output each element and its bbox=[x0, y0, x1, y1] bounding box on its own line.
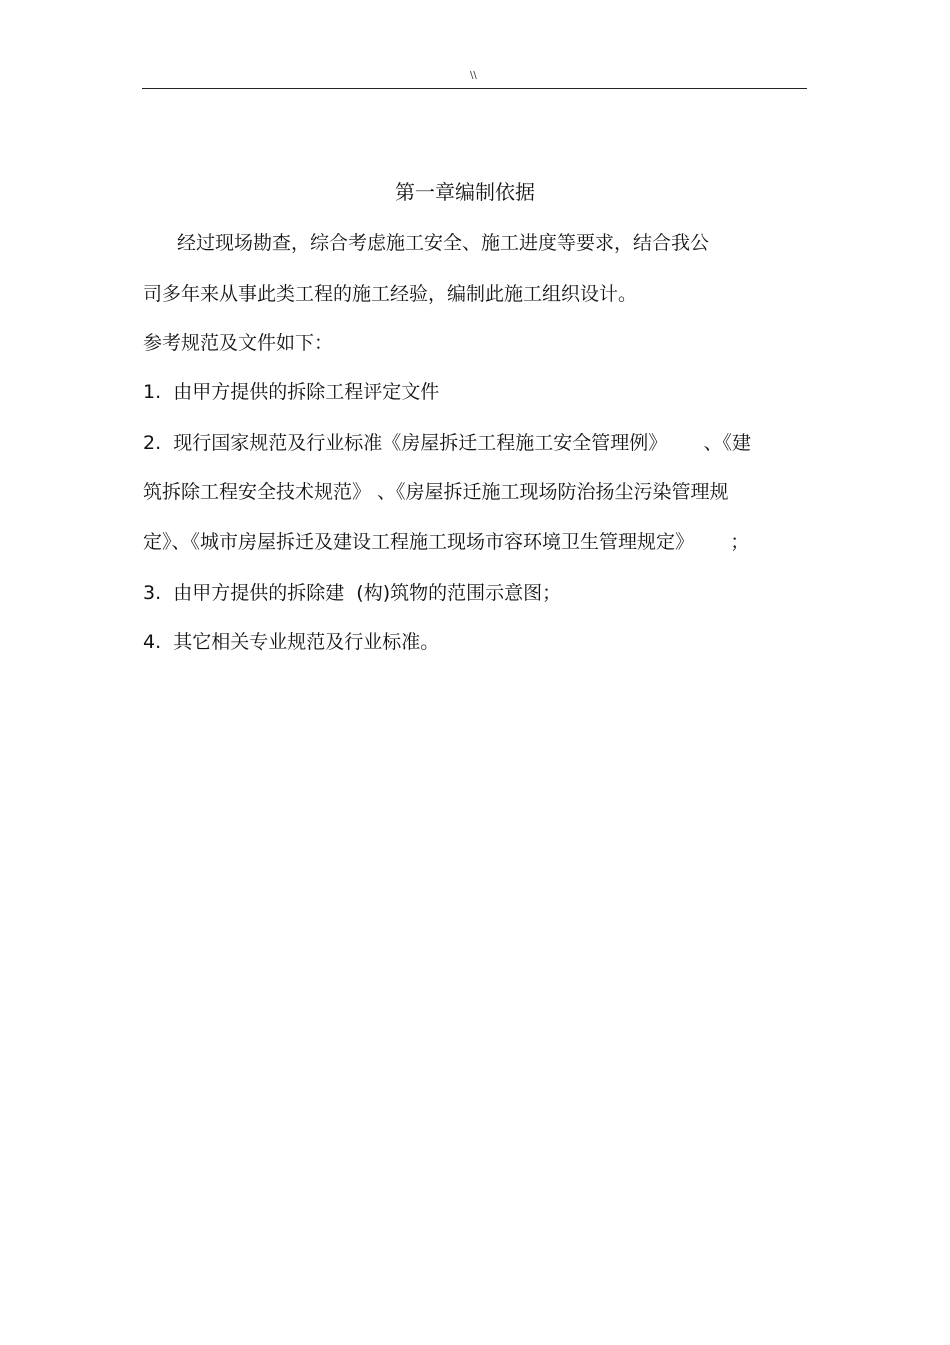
reference-item-1: 1. 由甲方提供的拆除工程评定文件 bbox=[143, 381, 440, 403]
reference-item-3: 3. 由甲方提供的拆除建 (构)筑物的范围示意图； bbox=[143, 582, 562, 604]
header-divider bbox=[142, 88, 807, 89]
paragraph-line-1: 经过现场勘查，综合考虑施工安全、施工进度等要求，结合我公 bbox=[177, 232, 710, 254]
reference-intro: 参考规范及文件如下： bbox=[143, 332, 334, 354]
reference-item-2-line-1: 2. 现行国家规范及行业标准《房屋拆迁工程施工安全管理例》 、《建 bbox=[143, 432, 751, 454]
reference-item-4: 4. 其它相关专业规范及行业标准。 bbox=[143, 631, 440, 653]
reference-item-2-line-2: 筑拆除工程安全技术规范》 、《房屋拆迁施工现场防治扬尘污染管理规 bbox=[143, 481, 729, 503]
chapter-title: 第一章编制依据 bbox=[395, 180, 535, 204]
reference-item-2-line-3: 定》、《城市房屋拆迁及建设工程施工现场市容环境卫生管理规定》 ； bbox=[143, 531, 750, 553]
header-mark: \\ bbox=[470, 70, 477, 81]
paragraph-line-2: 司多年来从事此类工程的施工经验，编制此施工组织设计。 bbox=[143, 283, 638, 305]
